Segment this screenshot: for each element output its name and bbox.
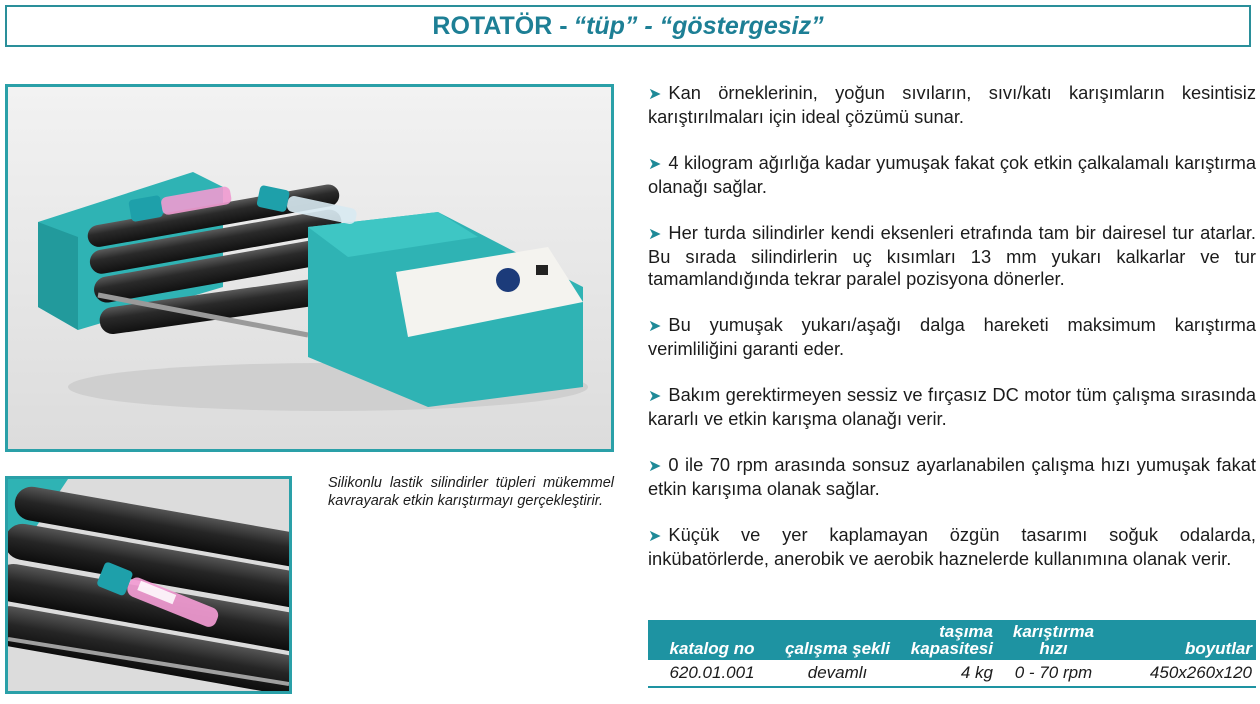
cell-capacity: 4 kg — [899, 660, 997, 687]
rollers-closeup-illustration — [8, 479, 289, 691]
feature-item: ➤ Her turda silindirler kendi eksenleri etrafında tam bir dairesel tur atarlar. Bu sırada silindirlerin uç kısımları 13 mm yukarı kalkarlar ve tur tamamlandığında tekrar paralel pozisyona dönerler. — [648, 222, 1256, 289]
cell-mode: devamlı — [776, 660, 899, 687]
photo-caption: Silikonlu lastik silindirler tüpleri mükemmel kavrayarak etkin karıştırmayı gerçekleştirir. — [328, 475, 614, 509]
spec-table-header — [648, 620, 1256, 660]
arrow-icon: ➤ — [648, 226, 662, 243]
arrow-icon: ➤ — [648, 86, 662, 103]
feature-item: ➤ 0 ile 70 rpm arasında sonsuz ayarlanabilen çalışma hızı yumuşak fakat etkin karışıma olanak sağlar. — [648, 454, 1256, 499]
arrow-icon: ➤ — [648, 156, 662, 173]
title-italic: “tüp” - “göstergesiz” — [573, 11, 824, 40]
col-header-dimensions: boyutlar — [1110, 620, 1256, 660]
product-photo — [5, 84, 614, 452]
arrow-icon: ➤ — [648, 318, 662, 335]
feature-list — [648, 82, 1256, 594]
spec-table — [648, 620, 1256, 688]
arrow-icon: ➤ — [648, 458, 662, 475]
table-row — [648, 660, 1256, 687]
col-header-speed: karıştırma hızı — [997, 620, 1110, 660]
col-header-catalog: katalog no — [648, 620, 776, 660]
cell-catalog: 620.01.001 — [648, 660, 776, 687]
title-main: ROTATÖR - — [432, 11, 568, 40]
feature-item: ➤ Bu yumuşak yukarı/aşağı dalga hareketi maksimum karıştırma verimliliğini garanti eder. — [648, 314, 1256, 359]
feature-item: ➤ 4 kilogram ağırlığa kadar yumuşak fakat çok etkin çalkalamalı karıştırma olanağı sağlar. — [648, 152, 1256, 197]
col-header-mode: çalışma şekli — [776, 620, 899, 660]
cell-speed: 0 - 70 rpm — [997, 660, 1110, 687]
col-header-capacity: taşıma kapasitesi — [899, 620, 997, 660]
rollers-detail-photo — [5, 476, 292, 694]
arrow-icon: ➤ — [648, 528, 662, 545]
feature-item: ➤ Kan örneklerinin, yoğun sıvıların, sıvı/katı karışımların kesintisiz karıştırılmaları için ideal çözümü sunar. — [648, 82, 1256, 127]
cell-dimensions: 450x260x120 — [1110, 660, 1256, 687]
feature-item: ➤ Bakım gerektirmeyen sessiz ve fırçasız DC motor tüm çalışma sırasında kararlı ve etkin karışma olanağı verir. — [648, 384, 1256, 429]
page-title — [5, 5, 1251, 47]
rotator-device-illustration — [8, 87, 611, 449]
arrow-icon: ➤ — [648, 388, 662, 405]
feature-item: ➤ Küçük ve yer kaplamayan özgün tasarımı soğuk odalarda, inkübatörlerde, anerobik ve aerobik haznelerde kullanımına olanak verir. — [648, 524, 1256, 569]
